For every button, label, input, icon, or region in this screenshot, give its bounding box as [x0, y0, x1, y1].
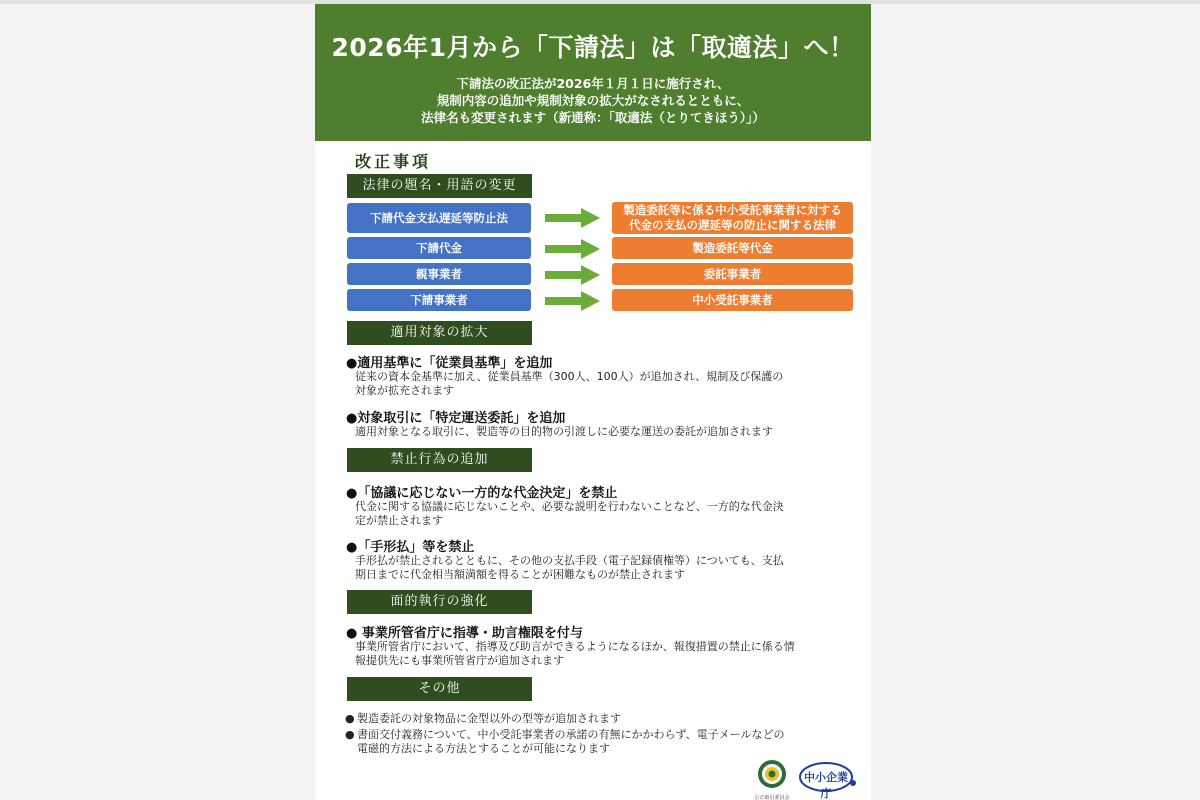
scope-item-2-text	[355, 425, 855, 439]
prohibit-item-2-text	[355, 554, 855, 582]
scope-item-1-text	[355, 370, 855, 398]
old-name-box-4: 下請事業者	[347, 289, 531, 311]
prohibit-item-1-text	[355, 500, 855, 528]
subtitle-line-1: 下請法の改正法が2026年１月１日に施行され、	[456, 76, 730, 91]
old-name-box-2: 下請代金	[347, 237, 531, 259]
ftc-emblem-icon	[748, 759, 796, 791]
flyer-title: 2026年1月から「下請法」は「取適法」へ！	[331, 33, 855, 62]
text-line: 書面交付義務について、中小受託事業者の承諾の有無にかかわらず、電子メールなどの	[357, 728, 785, 741]
text-line: 期日までに代金相当額満額を得ることが困難なものが禁止されます	[355, 568, 685, 581]
other-item-2	[345, 728, 871, 756]
scope-item-1-heading: ●適用基準に「従業員基準」を追加	[346, 356, 553, 371]
category-scope: 適用対象の拡大	[347, 321, 532, 345]
text-line: 手形払が禁止されるとともに、その他の支払手段（電子記録債権等）についても、支払	[355, 554, 784, 567]
smea-wordmark: 中小企業庁	[804, 771, 848, 800]
smea-logo	[798, 761, 860, 800]
text-line: 定が禁止されます	[355, 514, 443, 527]
text-line: 代金に関する協議に応じないことや、必要な説明を行わないことなど、一方的な代金決	[355, 500, 784, 513]
category-prohibit: 禁止行為の追加	[347, 448, 532, 472]
text-line: 対象が拡充されます	[355, 384, 454, 397]
ftc-logo	[748, 759, 796, 799]
arrow-right-icon	[545, 265, 600, 285]
text-line: 電磁的方法による方法とすることが可能になります	[357, 742, 610, 755]
old-name-box-3: 親事業者	[347, 263, 531, 285]
bullet-dot: ●	[345, 728, 355, 741]
text-line: 適用対象となる取引に、製造等の目的物の引渡しに必要な運送の委託が追加されます	[355, 425, 773, 438]
category-rename: 法律の題名・用語の変更	[347, 174, 532, 198]
flyer-page	[315, 4, 871, 800]
prohibit-item-1-heading: ●「協議に応じない一方的な代金決定」を禁止	[346, 486, 618, 501]
category-enforce: 面的執行の強化	[347, 590, 532, 614]
arrow-right-icon	[545, 291, 600, 311]
prohibit-item-2-heading: ●「手形払」等を禁止	[346, 540, 475, 555]
ftc-caption: 公正取引委員会	[754, 795, 790, 800]
bullet-dot: ●	[345, 712, 355, 725]
other-item-1	[345, 712, 871, 726]
section-title: 改正事項	[355, 152, 432, 171]
subtitle-line-2: 規制内容の追加や規制対象の拡大がなされるとともに、	[436, 93, 750, 108]
scope-item-2-heading: ●対象取引に「特定運送委託」を追加	[346, 411, 566, 426]
category-other: その他	[347, 677, 532, 701]
text-line: 報提供先にも事業所管省庁が追加されます	[355, 654, 564, 667]
old-name-box-1: 下請代金支払遅延等防止法	[347, 203, 531, 233]
new-name-box-4: 中小受託事業者	[612, 289, 853, 311]
arrow-right-icon	[545, 239, 600, 259]
enforce-item-heading: ● 事業所管省庁に指導・助言権限を付与	[346, 626, 583, 641]
new-name-line-2: 代金の支払の遅延等の防止に関する法律	[629, 218, 836, 232]
text-line: 従来の資本金基準に加え、従業員基準（300人、100人）が追加され、規制及び保護の	[355, 370, 784, 383]
text-line: 製造委託の対象物品に金型以外の型等が追加されます	[357, 712, 621, 725]
enforce-item-text	[355, 640, 855, 668]
header-banner	[315, 4, 871, 141]
new-name-box-1	[612, 202, 853, 234]
new-name-box-2: 製造委託等代金	[612, 237, 853, 259]
subtitle-line-3: 法律名も変更されます（新通称：「取適法（とりてきほう）」）	[421, 110, 765, 125]
new-name-box-3: 委託事業者	[612, 263, 853, 285]
new-name-line-1: 製造委託等に係る中小受託事業者に対する	[623, 203, 842, 217]
arrow-right-icon	[545, 208, 600, 228]
text-line: 事業所管省庁において、指導及び助言ができるようになるほか、報復措置の禁止に係る情	[355, 640, 795, 653]
